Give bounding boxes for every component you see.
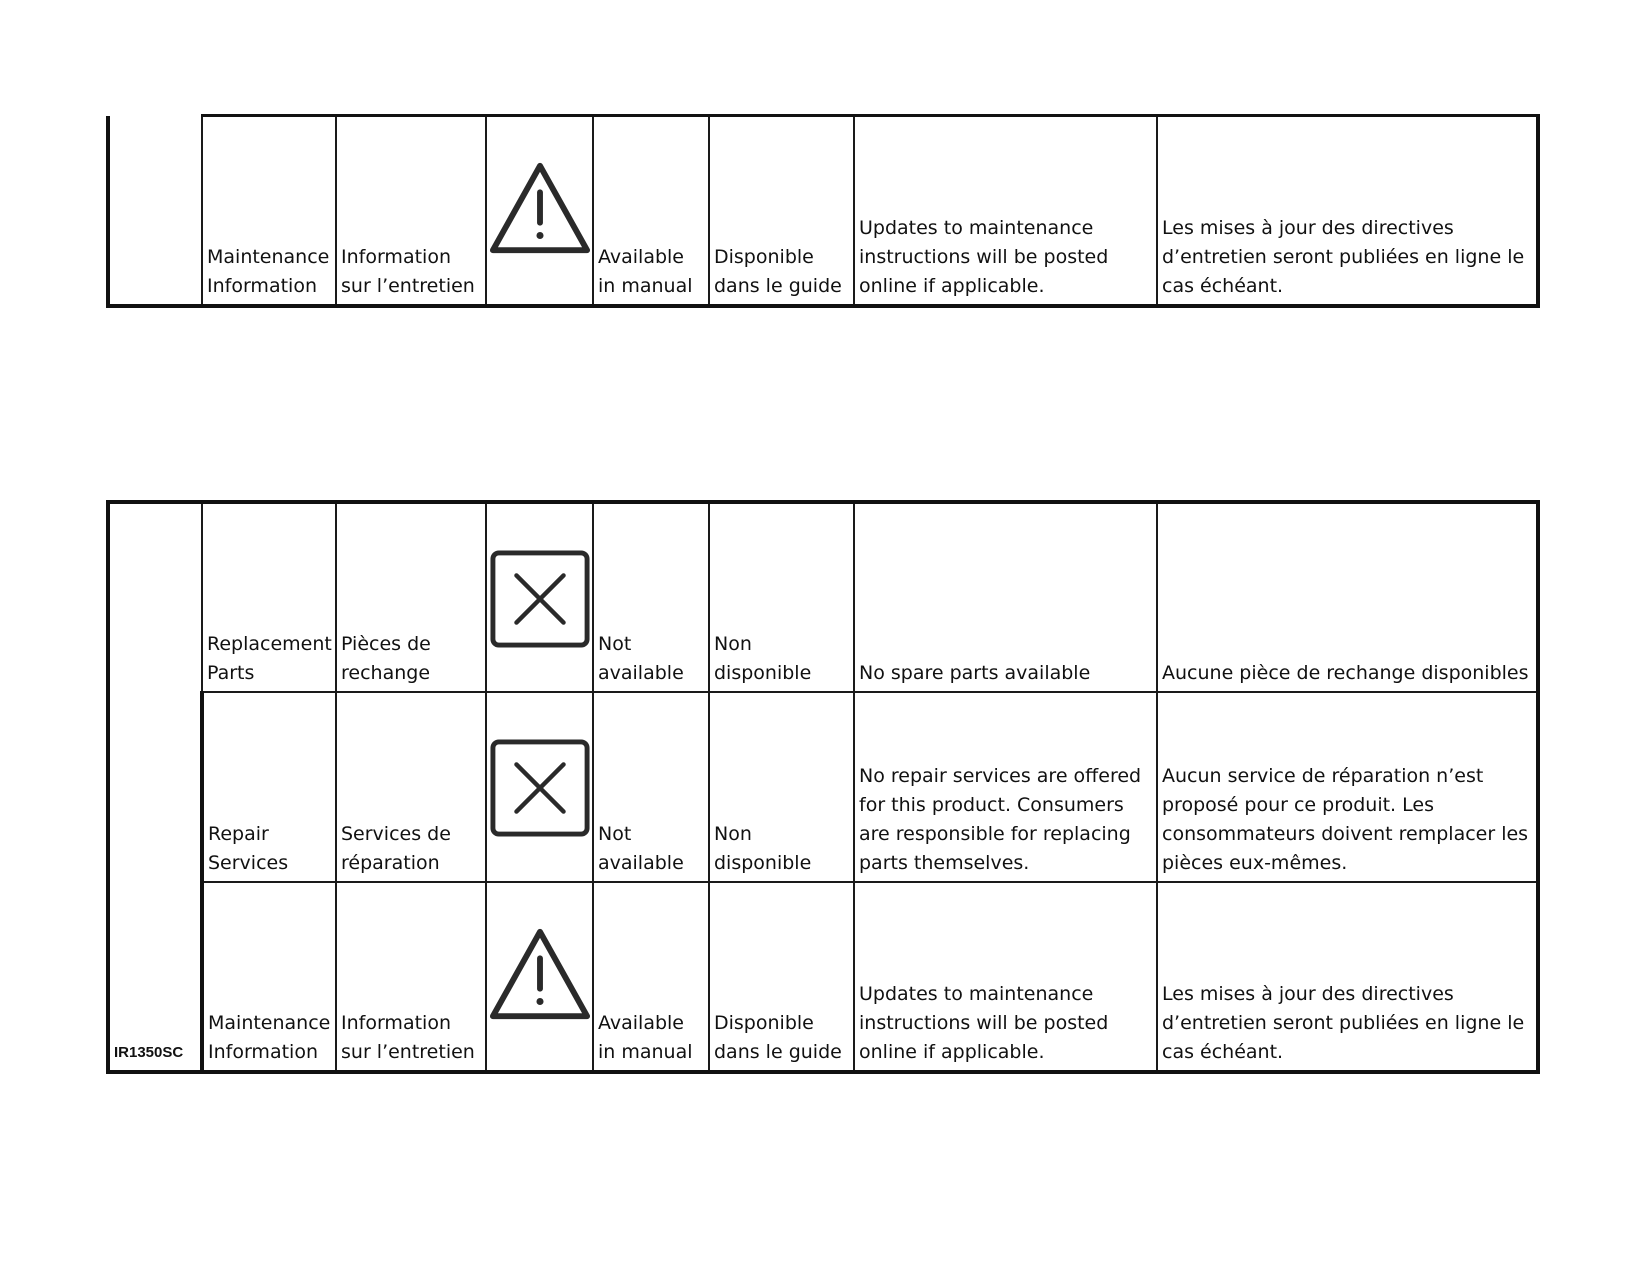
note-fr-cell: Aucun service de réparation n’est proposé pour ce produit. Les consommateurs doivent remplacer les pièces eux-mêmes.	[1157, 692, 1538, 882]
note-fr-cell: Les mises à jour des directives d’entretien seront publiées en ligne le cas échéant.	[1157, 882, 1538, 1072]
status-fr-cell: Non disponible	[709, 692, 854, 882]
note-en-cell: No spare parts available	[854, 502, 1157, 692]
status-fr-cell: Disponible dans le guide	[709, 116, 854, 306]
top-table	[106, 114, 1540, 308]
note-en-cell: No repair services are offered for this product. Consumers are responsible for replacing parts themselves.	[854, 692, 1157, 882]
bottom-table	[106, 500, 1540, 1074]
status-en-cell: Not available	[593, 502, 709, 692]
table-row	[108, 116, 1538, 306]
table-row	[108, 502, 1538, 692]
note-fr-cell: Aucune pièce de rechange disponibles	[1157, 502, 1538, 692]
icon-cell	[486, 692, 593, 882]
category-fr-cell: Pièces de rechange	[336, 502, 486, 692]
category-fr-cell: Services de réparation	[336, 692, 486, 882]
category-en-cell: Repair Services	[202, 692, 336, 882]
status-fr-cell: Disponible dans le guide	[709, 882, 854, 1072]
icon-cell	[486, 116, 593, 306]
status-en-cell: Available in manual	[593, 116, 709, 306]
note-en-cell: Updates to maintenance instructions will be posted online if applicable.	[854, 116, 1157, 306]
table-row	[108, 692, 1538, 882]
status-fr-cell: Non disponible	[709, 502, 854, 692]
category-fr-cell: Information sur l’entretien	[336, 116, 486, 306]
model-cell	[108, 116, 202, 306]
warning-triangle-icon	[489, 925, 591, 1025]
model-cell: IR1350SC	[108, 502, 202, 1072]
table-row	[108, 882, 1538, 1072]
x-box-icon	[489, 737, 591, 839]
icon-cell	[486, 502, 593, 692]
x-box-icon	[489, 548, 591, 650]
category-en-cell: Maintenance Information	[202, 882, 336, 1072]
category-en-cell: Replacement Parts	[202, 502, 336, 692]
status-en-cell: Not available	[593, 692, 709, 882]
category-fr-cell: Information sur l’entretien	[336, 882, 486, 1072]
note-fr-cell: Les mises à jour des directives d’entretien seront publiées en ligne le cas échéant.	[1157, 116, 1538, 306]
icon-cell	[486, 882, 593, 1072]
note-en-cell: Updates to maintenance instructions will be posted online if applicable.	[854, 882, 1157, 1072]
warning-triangle-icon	[489, 159, 591, 259]
category-en-cell: Maintenance Information	[202, 116, 336, 306]
status-en-cell: Available in manual	[593, 882, 709, 1072]
